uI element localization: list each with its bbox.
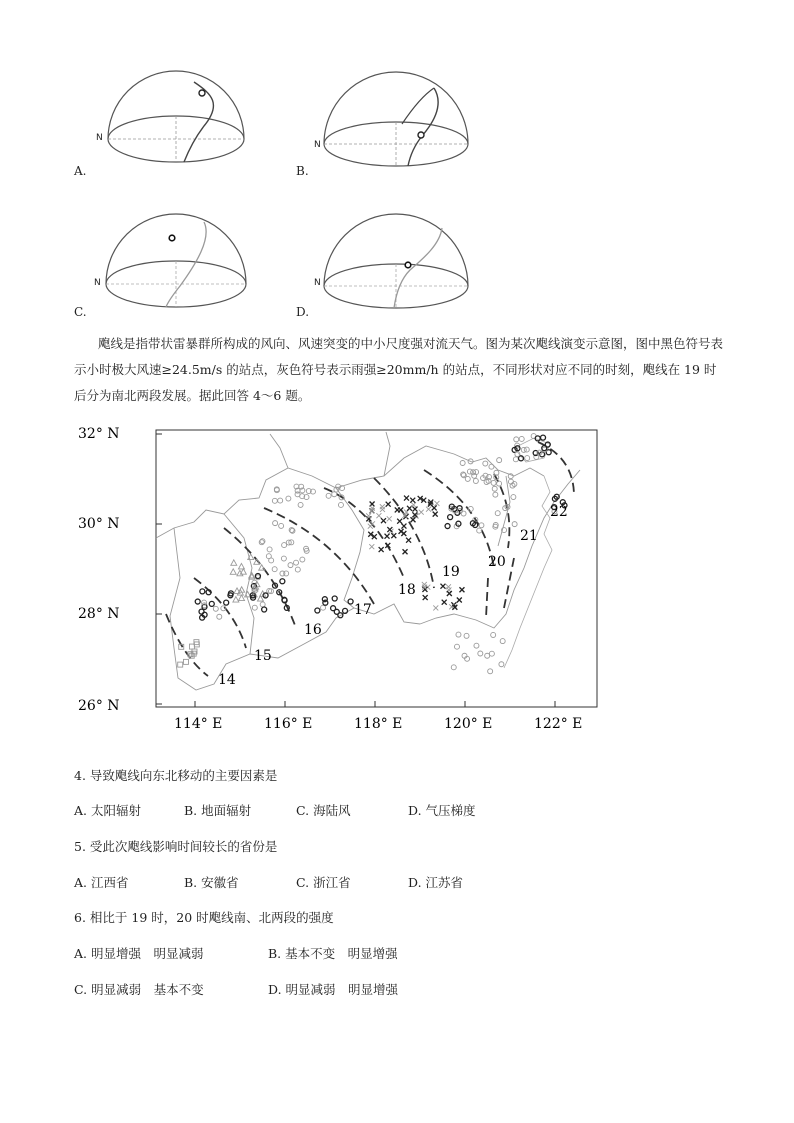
station-symbol: [456, 632, 461, 637]
station-symbol: [445, 524, 450, 529]
station-symbol: [376, 513, 381, 518]
station-symbol: [280, 579, 285, 584]
station-symbol: [238, 563, 244, 569]
station-symbol: [499, 662, 504, 667]
intro-paragraph: 飑线是指带状雷暴群所构成的风向、风速突变的中小尺度强对流天气。图为某次飑线演变示意图，图中黑色符号表示小时极大风速≥24.5m/s 的站点，灰色符号表示雨强≥20mm/h 的站点，不同形状对应不同的时刻，飑线在 19 时后分为南北两段发展。据此回答 4～6 题。: [74, 336, 724, 403]
station-symbol: [491, 480, 496, 485]
station-symbol: [442, 600, 447, 605]
station-symbol: [433, 605, 438, 610]
hour-label: 21: [520, 528, 538, 544]
lon-label: 114° E: [174, 716, 223, 732]
question-4-choice-a[interactable]: A. 太阳辐射: [74, 803, 141, 818]
station-symbol: [387, 527, 392, 532]
station-symbol: [457, 597, 462, 602]
station-symbol: [513, 457, 518, 462]
station-symbol: [401, 524, 406, 529]
station-symbol: [369, 544, 374, 549]
hour-label: 14: [218, 672, 236, 688]
station-symbol: [273, 521, 278, 526]
station-symbol: [231, 560, 237, 566]
station-symbol: [488, 669, 493, 674]
station-symbol: [209, 601, 214, 606]
station-symbol: [474, 643, 479, 648]
hour-label: 17: [354, 602, 372, 618]
station-symbol: [272, 498, 277, 503]
station-symbol: [403, 549, 408, 554]
hour-label: 15: [254, 648, 272, 664]
hour-label: 19: [442, 564, 460, 580]
station-symbol: [491, 632, 496, 637]
station-symbol: [483, 461, 488, 466]
station-symbol: [406, 538, 411, 543]
lon-label: 116° E: [264, 716, 313, 732]
hour-label: 20: [488, 554, 506, 570]
question-6-stem: 6. 相比于 19 时，20 时飑线南、北两段的强度: [74, 910, 334, 925]
station-symbol: [315, 608, 320, 613]
station-symbol: [512, 522, 517, 527]
station-symbol: [492, 486, 497, 491]
station-symbol: [381, 518, 386, 523]
station-symbol: [426, 507, 431, 512]
hemisphere-diagram-a: [96, 64, 256, 174]
station-symbol: [440, 584, 445, 589]
station-symbol: [259, 565, 265, 571]
station-symbol: [385, 534, 390, 539]
hour-label: 22: [550, 504, 568, 520]
lat-label: 26° N: [78, 698, 120, 714]
station-symbol: [395, 507, 400, 512]
lat-label: 32° N: [78, 426, 120, 442]
station-symbol: [448, 515, 453, 520]
lat-label: 30° N: [78, 516, 120, 532]
station-symbol: [178, 662, 183, 667]
station-symbol: [489, 464, 494, 469]
station-symbol: [281, 556, 286, 561]
station-symbol: [300, 557, 305, 562]
station-symbol: [478, 651, 483, 656]
north-label: N: [314, 140, 321, 150]
question-5-choice-d[interactable]: D. 江苏省: [408, 875, 464, 890]
station-symbol: [524, 447, 529, 452]
station-symbol: [321, 605, 326, 610]
station-symbol: [294, 560, 299, 565]
station-symbol: [497, 481, 502, 486]
station-symbol: [479, 523, 484, 528]
station-symbol: [323, 600, 328, 605]
station-symbol: [497, 458, 502, 463]
north-label: N: [94, 278, 101, 288]
lat-label: 28° N: [78, 606, 120, 622]
station-symbol: [473, 478, 478, 483]
station-symbol: [500, 639, 505, 644]
station-symbol: [288, 563, 293, 568]
hemisphere-diagram-b: [316, 64, 476, 174]
station-symbol: [269, 558, 274, 563]
hemisphere-diagram-d: [316, 208, 476, 318]
station-symbol: [282, 543, 287, 548]
station-symbol: [217, 614, 222, 619]
station-symbol: [446, 584, 451, 589]
station-symbol: [460, 460, 465, 465]
option-label-b: B.: [296, 164, 309, 178]
station-symbol: [495, 511, 500, 516]
station-symbol: [404, 496, 409, 501]
question-5-choice-c[interactable]: C. 浙江省: [296, 875, 351, 890]
station-symbol: [410, 517, 415, 522]
station-symbol: [432, 505, 437, 510]
station-symbol: [331, 606, 336, 611]
question-4-choice-c[interactable]: C. 海陆风: [296, 803, 351, 818]
station-symbol: [541, 435, 546, 440]
station-symbol: [493, 492, 498, 497]
question-4-choice-b[interactable]: B. 地面辐射: [184, 803, 252, 818]
squall-line-map: [74, 418, 604, 738]
station-symbol: [279, 523, 284, 528]
station-symbol: [332, 492, 337, 497]
station-symbol: [434, 501, 439, 506]
station-symbol: [489, 651, 494, 656]
question-5-choice-b[interactable]: B. 安徽省: [184, 875, 239, 890]
station-symbol: [386, 502, 391, 507]
station-symbol: [280, 571, 285, 576]
station-symbol: [338, 502, 343, 507]
station-symbol: [397, 519, 402, 524]
question-6-choice-b[interactable]: B. 基本不变 明显增强: [268, 946, 398, 961]
station-symbol: [213, 606, 218, 611]
station-symbol: [286, 496, 291, 501]
station-symbol: [511, 495, 516, 500]
lon-label: 120° E: [444, 716, 493, 732]
station-symbol: [200, 589, 205, 594]
station-symbol: [464, 633, 469, 638]
station-symbol: [461, 511, 466, 516]
lon-label: 118° E: [354, 716, 403, 732]
question-4-stem: 4. 导致飑线向东北移动的主要因素是: [74, 768, 278, 783]
station-symbol: [412, 507, 417, 512]
station-symbol: [467, 469, 472, 474]
station-symbol: [272, 567, 277, 572]
station-symbol: [380, 504, 385, 509]
station-symbol: [298, 502, 303, 507]
station-symbol: [419, 510, 424, 515]
station-symbol: [262, 607, 267, 612]
station-symbol: [459, 587, 464, 592]
question-5-stem: 5. 受此次飑线影响时间较长的省份是: [74, 839, 278, 854]
station-symbol: [252, 605, 257, 610]
station-symbol: [423, 595, 428, 600]
station-symbol: [387, 516, 392, 521]
station-symbol: [451, 665, 456, 670]
station-symbol: [433, 512, 438, 517]
station-symbol: [519, 436, 524, 441]
north-label: N: [96, 133, 103, 143]
station-symbol: [295, 567, 300, 572]
station-symbol: [380, 507, 385, 512]
station-symbol: [391, 533, 396, 538]
station-symbol: [267, 547, 272, 552]
station-symbol: [326, 493, 331, 498]
station-symbol: [447, 591, 452, 596]
question-4-choice-d[interactable]: D. 气压梯度: [408, 803, 476, 818]
station-symbol: [195, 599, 200, 604]
station-symbol: [332, 596, 337, 601]
station-symbol: [379, 547, 384, 552]
station-symbol: [366, 513, 371, 518]
hemisphere-diagram-c: [96, 208, 256, 318]
question-6-choice-d[interactable]: D. 明显减弱 明显增强: [268, 982, 399, 997]
hour-label: 18: [398, 582, 416, 598]
question-5-choice-a[interactable]: A. 江西省: [74, 875, 129, 890]
station-symbol: [233, 597, 239, 603]
station-symbol: [411, 502, 416, 507]
station-symbol: [410, 498, 415, 503]
lon-label: 122° E: [534, 716, 583, 732]
station-symbol: [239, 595, 245, 601]
station-symbol: [224, 600, 229, 605]
question-6-choice-c[interactable]: C. 明显减弱 基本不变: [74, 982, 204, 997]
option-label-a: A.: [74, 164, 87, 178]
option-label-c: C.: [74, 305, 87, 319]
station-symbol: [230, 569, 236, 575]
north-label: N: [314, 278, 321, 288]
station-symbol: [399, 529, 404, 534]
station-symbol: [183, 659, 188, 664]
station-symbol: [348, 599, 353, 604]
hour-label: 16: [304, 622, 322, 638]
station-symbol: [454, 644, 459, 649]
station-symbol: [485, 653, 490, 658]
question-6-choice-a[interactable]: A. 明显增强 明显减弱: [74, 946, 204, 961]
station-symbol: [278, 498, 283, 503]
option-label-d: D.: [296, 305, 310, 319]
station-symbol: [260, 602, 265, 607]
station-symbol: [525, 456, 530, 461]
station-symbol: [514, 437, 519, 442]
